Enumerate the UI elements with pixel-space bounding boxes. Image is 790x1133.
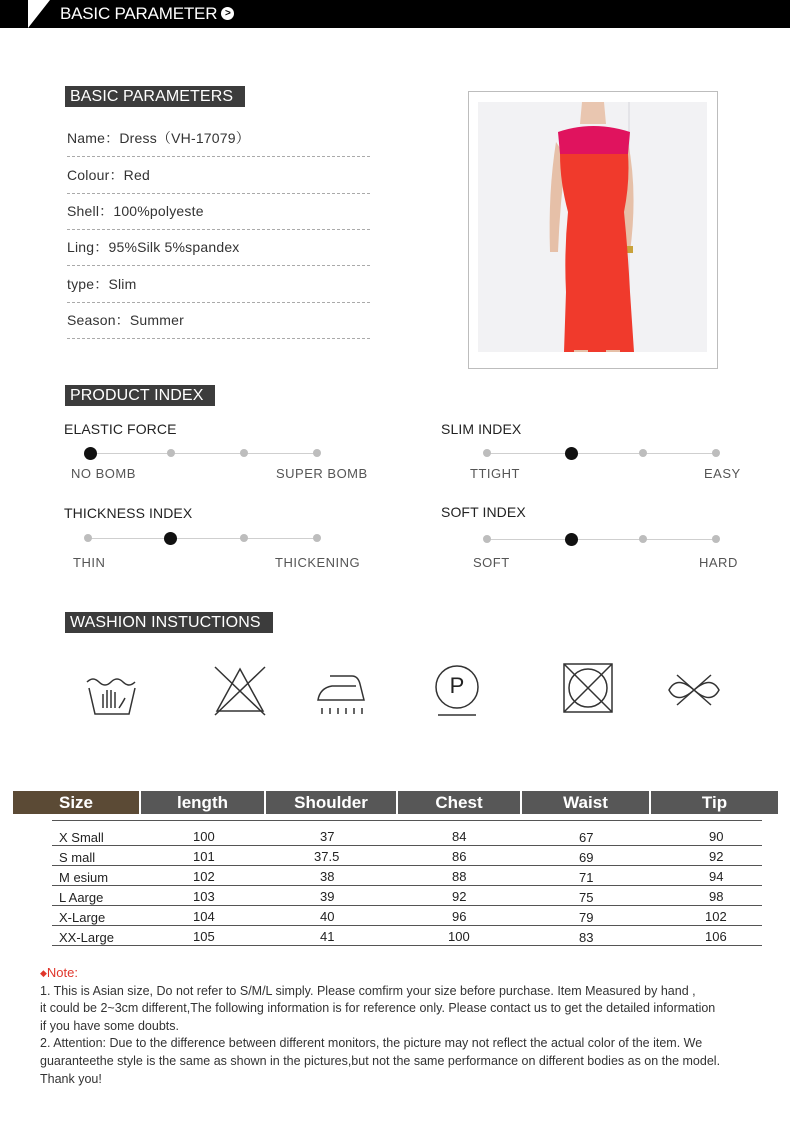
tip-cell: 92 (709, 849, 724, 864)
size-header-length: length (141, 791, 264, 814)
dress-illustration (478, 102, 707, 352)
hand-wash-icon (85, 672, 139, 718)
header-title: BASIC PARAMETER > (50, 0, 242, 28)
chest-cell: 86 (452, 849, 467, 864)
size-cell: M esium (59, 870, 109, 885)
do-not-wring-icon (665, 673, 723, 707)
thickness-index-dot-1 (84, 534, 92, 542)
waist-cell: 75 (579, 890, 594, 905)
thickness-index-dot-4 (313, 534, 321, 542)
chest-cell: 88 (452, 869, 467, 884)
elastic-force-title: ELASTIC FORCE (64, 421, 177, 437)
slim-index-title: SLIM INDEX (441, 421, 522, 437)
elastic-force-right-label: SUPER BOMB (276, 466, 368, 481)
chest-cell: 92 (452, 889, 467, 904)
param-lining: Ling：95%Silk 5%spandex (67, 229, 370, 266)
chevron-right-icon: > (221, 7, 234, 20)
size-header-tip: Tip (651, 791, 778, 814)
product-index-tag: PRODUCT INDEX (65, 385, 215, 406)
size-header-waist: Waist (522, 791, 649, 814)
dry-clean-p-icon (434, 664, 482, 718)
wash-instructions-tag: WASHION INSTUCTIONS (65, 612, 273, 633)
thickness-index-left-label: THIN (73, 555, 106, 570)
chest-cell: 100 (448, 929, 470, 944)
size-cell: X-Large (59, 910, 106, 925)
shoulder-cell: 41 (320, 929, 335, 944)
slim-index-dot-3 (639, 449, 647, 457)
elastic-force-dot-2 (167, 449, 175, 457)
slim-index-track (487, 453, 716, 454)
param-shell: Shell：100%polyeste (67, 193, 370, 230)
do-not-bleach-icon (213, 665, 267, 717)
table-row (52, 925, 762, 946)
waist-cell: 67 (579, 830, 594, 845)
elastic-force-dot-4 (313, 449, 321, 457)
size-cell: X Small (59, 830, 104, 845)
product-photo-frame (468, 91, 718, 369)
size-cell: XX-Large (59, 930, 114, 945)
chest-cell: 84 (452, 829, 467, 844)
note-line: 2. Attention: Due to the difference between different monitors, the picture may not reflect the actual color of the item. We (40, 1036, 703, 1051)
note-title: ◆Note: (40, 965, 78, 980)
waist-cell: 69 (579, 850, 594, 865)
size-table-top-rule (52, 820, 762, 821)
size-cell: L Aarge (59, 890, 104, 905)
length-cell: 101 (193, 849, 215, 864)
waist-cell: 71 (579, 870, 594, 885)
length-cell: 102 (193, 869, 215, 884)
length-cell: 100 (193, 829, 215, 844)
dry-clean-letter: P (449, 673, 465, 698)
table-row (52, 845, 762, 866)
shoulder-cell: 39 (320, 889, 335, 904)
elastic-force-dot-1 (84, 447, 97, 460)
soft-index-left-label: SOFT (473, 555, 510, 570)
param-season: Season：Summer (67, 302, 370, 339)
soft-index-right-label: HARD (699, 555, 738, 570)
tip-cell: 94 (709, 869, 724, 884)
note-line: guaranteethe style is the same as shown in the pictures,but not the same performance on different bodies as on the model. (40, 1053, 721, 1068)
table-row (52, 905, 762, 926)
tip-cell: 102 (705, 909, 727, 924)
thickness-index-dot-3 (240, 534, 248, 542)
notes (40, 964, 770, 1088)
param-type: type：Slim (67, 266, 370, 303)
soft-index-dot-3 (639, 535, 647, 543)
shoulder-cell: 38 (320, 869, 335, 884)
diamond-icon: ◆ (40, 968, 47, 978)
slim-index-dot-4 (712, 449, 720, 457)
shoulder-cell: 40 (320, 909, 335, 924)
soft-index-dot-1 (483, 535, 491, 543)
elastic-force-left-label: NO BOMB (71, 466, 136, 481)
do-not-tumble-dry-icon (562, 662, 614, 714)
size-header-chest: Chest (398, 791, 520, 814)
note-line: it could be 2~3cm different,The following information is for reference only. Please contact us to get the detailed information (40, 1001, 716, 1016)
thickness-index-right-label: THICKENING (275, 555, 361, 570)
tip-cell: 106 (705, 929, 727, 944)
slim-index-dot-2 (565, 447, 578, 460)
chest-cell: 96 (452, 909, 467, 924)
size-header-size: Size (13, 791, 139, 814)
size-cell: S mall (59, 850, 96, 865)
tip-cell: 98 (709, 889, 724, 904)
note-line: 1. This is Asian size, Do not refer to S/M/L simply. Please comfirm your size before purchase. Item Measured by hand , (40, 983, 696, 998)
table-row (52, 885, 762, 906)
thickness-index-track (88, 538, 317, 539)
length-cell: 105 (193, 929, 215, 944)
length-cell: 104 (193, 909, 215, 924)
waist-cell: 79 (579, 910, 594, 925)
header-slant (28, 0, 50, 28)
tip-cell: 90 (709, 829, 724, 844)
soft-index-dot-2 (565, 533, 578, 546)
size-header-shoulder: Shoulder (266, 791, 396, 814)
iron-steam-icon (316, 666, 366, 716)
waist-cell: 83 (579, 930, 594, 945)
note-line: Thank you! (40, 1071, 102, 1086)
slim-index-left-label: TTIGHT (470, 466, 520, 481)
elastic-force-track (90, 453, 317, 454)
slim-index-dot-1 (483, 449, 491, 457)
soft-index-title: SOFT INDEX (441, 504, 526, 520)
header-bar (0, 0, 790, 28)
param-name: Name：Dress（VH-17079） (67, 120, 370, 157)
soft-index-track (487, 539, 716, 540)
thickness-index-dot-2 (164, 532, 177, 545)
shoulder-cell: 37.5 (314, 849, 340, 864)
table-row (52, 825, 762, 846)
table-row (52, 865, 762, 886)
product-photo (478, 102, 707, 352)
thickness-index-title: THICKNESS INDEX (64, 505, 193, 521)
slim-index-right-label: EASY (704, 466, 741, 481)
basic-parameters-tag: BASIC PARAMETERS (65, 86, 245, 107)
soft-index-dot-4 (712, 535, 720, 543)
param-colour: Colour：Red (67, 157, 370, 194)
length-cell: 103 (193, 889, 215, 904)
elastic-force-dot-3 (240, 449, 248, 457)
shoulder-cell: 37 (320, 829, 335, 844)
note-line: if you have some doubts. (40, 1018, 179, 1033)
